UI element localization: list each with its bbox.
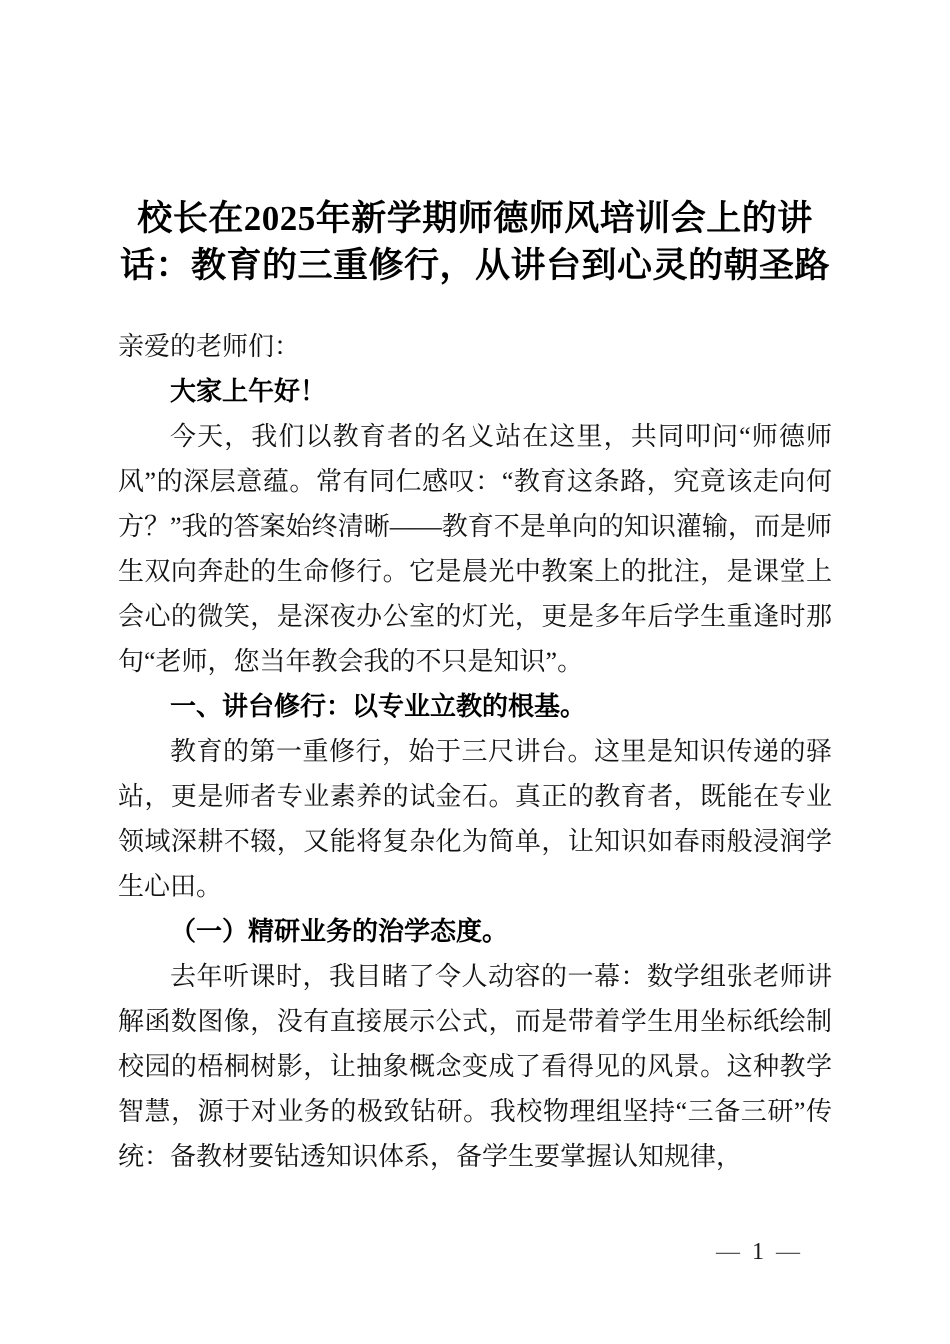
heading-paragraph: 大家上午好！ <box>170 377 327 406</box>
page-number-dash-right: — <box>776 1239 800 1265</box>
heading-paragraph: （一）精研业务的治学态度。 <box>170 917 509 946</box>
heading-paragraph: 一、讲台修行：以专业立教的根基。 <box>170 692 587 721</box>
body-paragraph: 亲爱的老师们： <box>118 332 301 361</box>
page-number: 1 <box>752 1239 764 1265</box>
paragraphs <box>118 324 832 1179</box>
body-paragraph: 今天，我们以教育者的名义站在这里，共同叩问“师德师风”的深层意蕴。常有同仁感叹：“教育这条路，究竟该走向何方？”我的答案始终清晰——教育不是单向的知识灌输，而是师生双向奔赴的生命修行。它是晨光中教案上的批注，是课堂上会心的微笑，是深夜办公室的灯光，更是多年后学生重逢时那句“老师，您当年教会我的不只是知识”。 <box>118 422 832 676</box>
page-footer <box>716 1238 800 1266</box>
document-title <box>60 195 890 289</box>
body-paragraph: 教育的第一重修行，始于三尺讲台。这里是知识传递的驿站，更是师者专业素养的试金石。真正的教育者，既能在专业领域深耕不辍，又能将复杂化为简单，让知识如春雨般浸润学生心田。 <box>118 737 832 901</box>
document-title-line-2: 话：教育的三重修行，从讲台到心灵的朝圣路 <box>119 246 830 286</box>
document-title-line-1: 校长在2025年新学期师德师风培训会上的讲 <box>137 199 813 239</box>
document-body <box>118 324 832 1179</box>
page-number-dash-left: — <box>716 1239 740 1265</box>
body-paragraph: 去年听课时，我目睹了令人动容的一幕：数学组张老师讲解函数图像，没有直接展示公式，而是带着学生用坐标纸绘制校园的梧桐树影，让抽象概念变成了看得见的风景。这种教学智慧，源于对业务的极致钻研。我校物理组坚持“三备三研”传统：备教材要钻透知识体系，备学生要掌握认知规律， <box>118 962 832 1171</box>
